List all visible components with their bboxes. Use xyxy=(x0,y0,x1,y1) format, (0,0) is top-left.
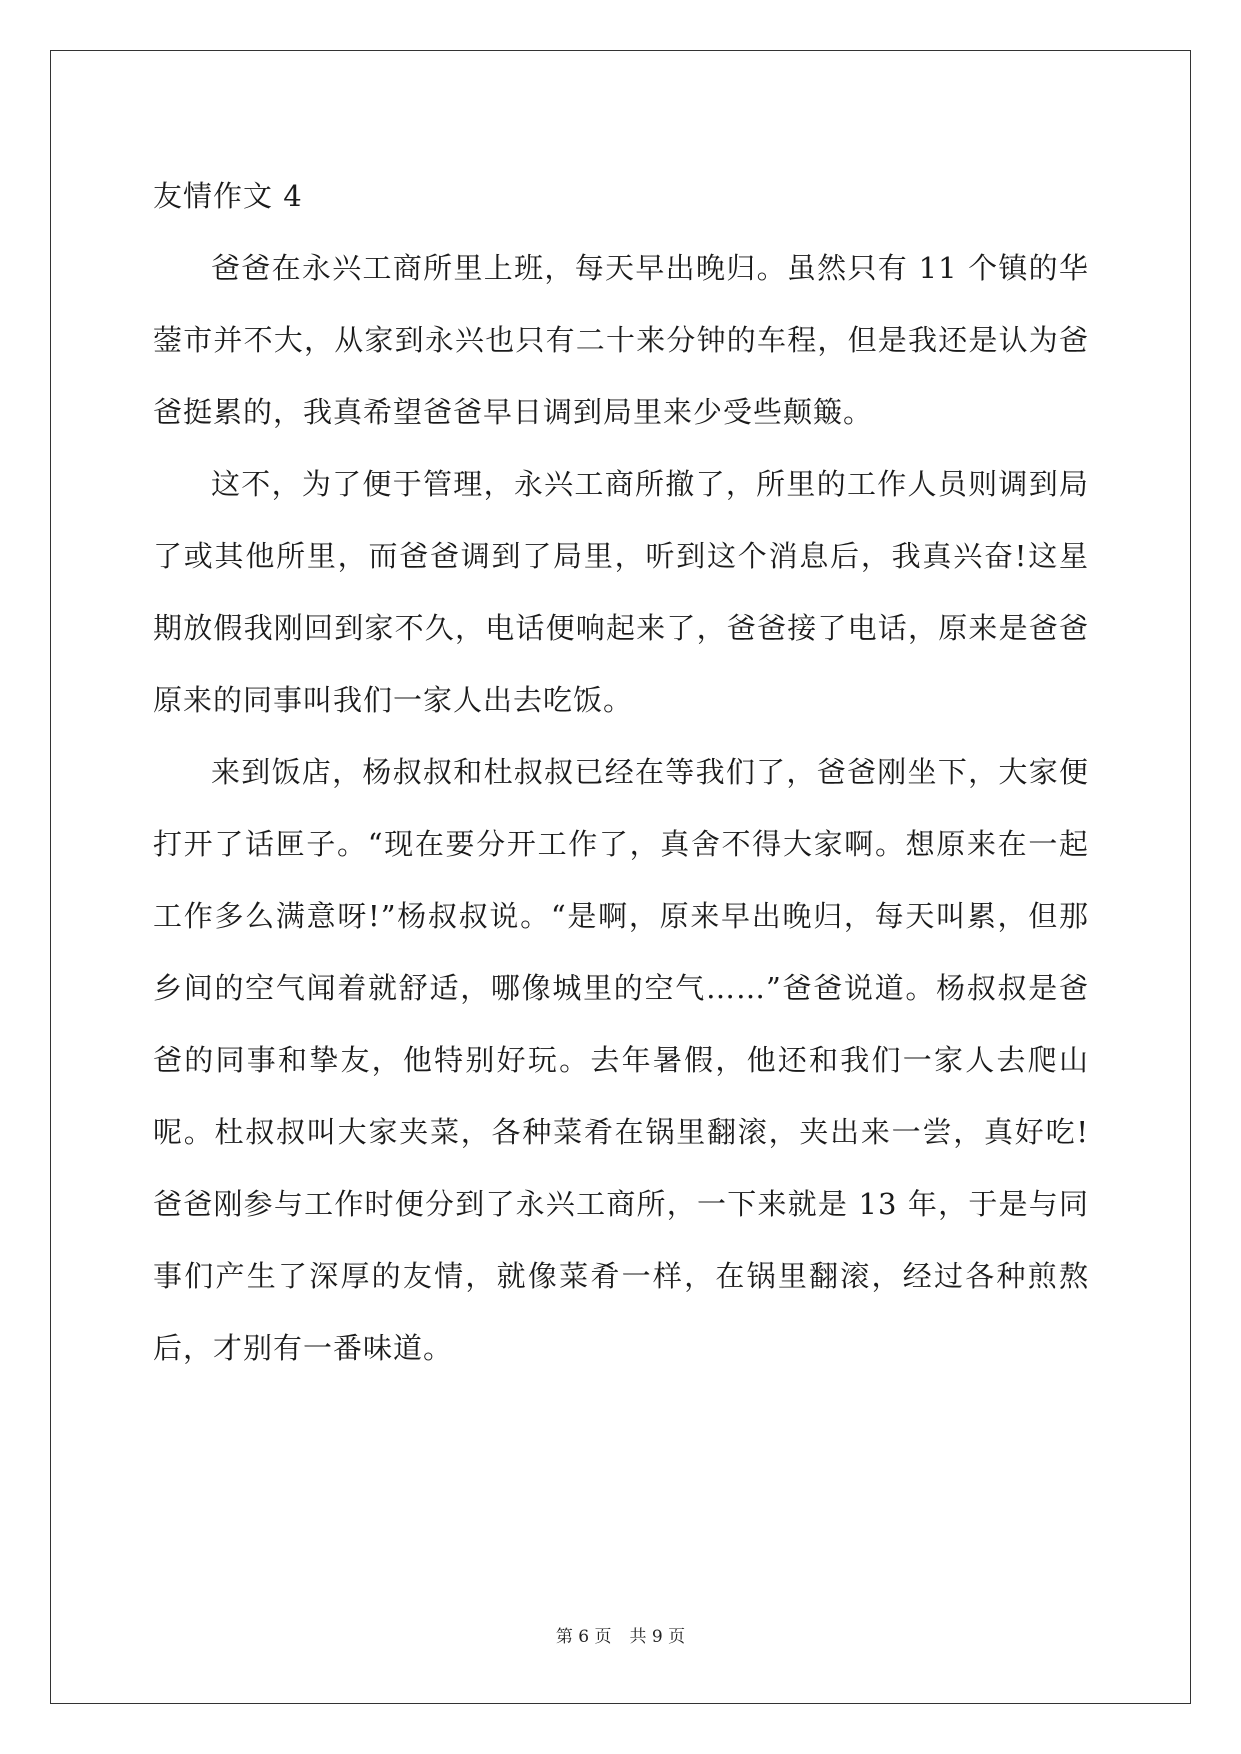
document-title: 友情作文 4 xyxy=(153,179,303,213)
page-footer xyxy=(0,1626,1241,1648)
page-number: 第 6 页 xyxy=(555,1627,612,1647)
paragraph-1: 爸爸在永兴工商所里上班，每天早出晚归。虽然只有 11 个镇的华蓥市并不大，从家到永兴也只有二十来分钟的车程，但是我还是认为爸爸挺累的，我真希望爸爸早日调到局里来少受些颠簸。 xyxy=(153,251,1089,429)
paragraph-3: 来到饭店，杨叔叔和杜叔叔已经在等我们了，爸爸刚坐下，大家便打开了话匣子。“现在要分开工作了，真舍不得大家啊。想原来在一起工作多么满意呀!”杨叔叔说。“是啊，原来早出晚归，每天叫累，但那乡间的空气闻着就舒适，哪像城里的空气……”爸爸说道。杨叔叔是爸爸的同事和挚友，他特别好玩。去年暑假，他还和我们一家人去爬山呢。杜叔叔叫大家夹菜，各种菜肴在锅里翻滚，夹出来一尝，真好吃!爸爸刚参与工作时便分到了永兴工商所，一下来就是 13 年，于是与同事们产生了深厚的友情，就像菜肴一样，在锅里翻滚，经过各种煎熬后，才别有一番味道。 xyxy=(153,755,1089,1365)
paragraph-2: 这不，为了便于管理，永兴工商所撤了，所里的工作人员则调到局了或其他所里，而爸爸调到了局里，听到这个消息后，我真兴奋!这星期放假我刚回到家不久，电话便响起来了，爸爸接了电话，原来是爸爸原来的同事叫我们一家人出去吃饭。 xyxy=(153,467,1089,717)
page-total: 共 9 页 xyxy=(629,1627,686,1647)
document-body xyxy=(153,160,1089,1384)
